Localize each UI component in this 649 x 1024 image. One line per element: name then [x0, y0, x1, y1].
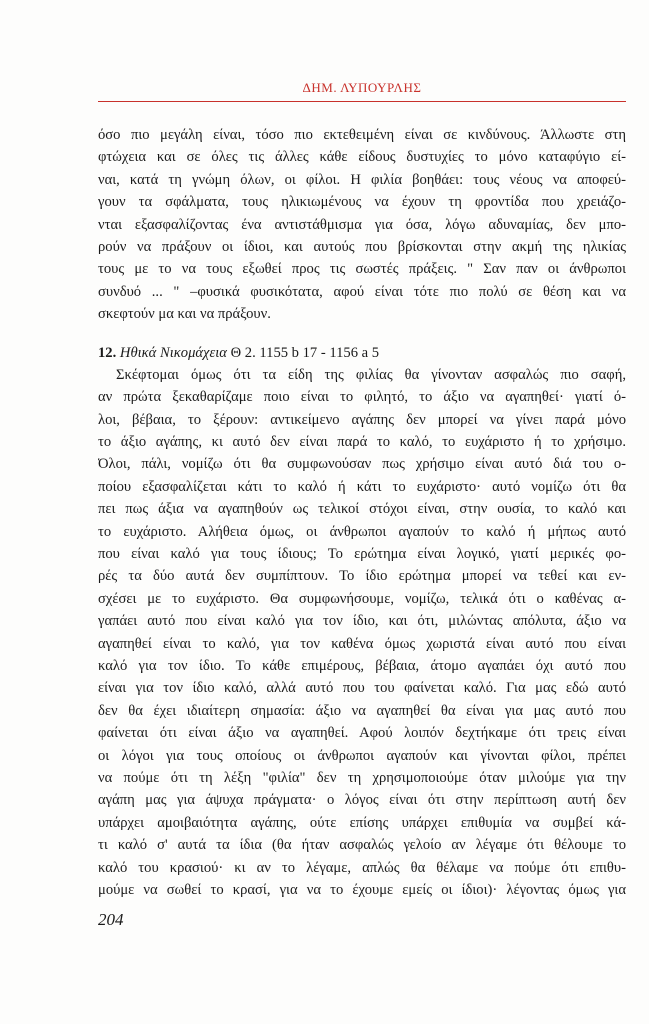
text-line: αγάπη μας για άψυχα πράγματα· ο λόγος είναι ότι στην περίπτωση αυτή δεν [98, 792, 626, 809]
text-line: όσο πιο μεγάλη είναι, τόσο πιο εκτεθειμένη είναι σε κινδύνους. Άλλωστε στη [98, 127, 626, 143]
paragraph-1 [98, 124, 626, 326]
text-line: το ευχάριστο. Αλήθεια όμως, οι άνθρωποι αγαπούν το καλό ή μήπως αυτό [98, 523, 626, 540]
text-line: ναι, κατά τη γνώμη όλων, οι φίλοι. Η φιλία βοηθάει: τους νέους να αποφεύ- [98, 171, 626, 188]
text-line: συνδυό ... " –φυσικά φυσικότατα, αφού είναι τότε πιο πολύ σε θέση και να [98, 283, 626, 300]
text-line: αν πρώτα ξεκαθαρίζαμε ποιο είναι το φιλητό, το άξιο να αγαπηθεί· γιατί ό- [98, 389, 626, 406]
text-line: ρές τα δύο αυτά δεν συμπίπτουν. Το ίδιο ερώτημα μπορεί να τεθεί και εν- [98, 568, 626, 585]
body-text [98, 124, 626, 901]
text-line: σκεφτούν μα και να πράξουν. [98, 306, 271, 323]
page-number: 204 [98, 910, 124, 929]
text-line: ποίου εξασφαλίζεται κάτι το καλό ή κάτι το ευχάριστο· αυτό νομίζω ότι θα [98, 478, 626, 495]
text-line: γουν τα σφάλματα, τους ηλικιωμένους να έχουν τη φροντίδα που χρειάζο- [98, 194, 626, 211]
section-heading [98, 342, 626, 364]
text-line: πει πως άξια να αγαπηθούν ως τελικοί στόχοι είναι, στην ουσία, το καλό και [98, 501, 626, 518]
text-line: σχέσει με το ευχάριστο. Θα συμφωνήσουμε, νομίζω, τελικά ότι ο καθένας α- [98, 590, 626, 607]
section-reference: Θ 2. 1155 b 17 - 1156 a 5 [230, 344, 380, 361]
text-line: μούμε να σωθεί το κρασί, για να το έχουμε εμείς οι ίδιοι)· λέγοντας όμως για [98, 881, 626, 898]
text-line: τι καλό σ' αυτά τα ίδια (θα ήταν ασφαλώς γελοίο αν λέγαμε ότι θέλουμε το [98, 837, 626, 854]
text-line: καλό του κρασιού· κι αν το λέγαμε, απλώς θα θέλαμε να πούμε ότι επιθυ- [98, 859, 626, 876]
running-head: ΔΗΜ. ΛΥΠΟΥΡΛΗΣ [302, 80, 422, 95]
text-line: είναι για τον ίδιο καλό, αλλά αυτό που του φαίνεται καλό. Για μας εδώ αυτό [98, 680, 626, 697]
text-line: νται εξασφαλίζοντας ένα αντιστάθμισμα για όσα, λόγω αδυναμίας, δεν μπο- [98, 216, 626, 233]
text-line: καλό για τον ίδιο. Το κάθε επιμέρους, βέβαια, άτομο αγαπάει όχι αυτό που [98, 657, 626, 674]
section-title: Ηθικά Νικομάχεια [119, 344, 227, 361]
text-line: Όλοι, πάλι, νομίζω ότι θα συμφωνούσαν πως χρήσιμο είναι αυτό διά του ο- [98, 456, 626, 473]
text-line: τους με το να τους εξωθεί προς τις σωστές πράξεις. " Σαν παν οι άνθρωποι [98, 261, 626, 278]
header-rule [98, 101, 626, 102]
text-line: Σκέφτομαι όμως ότι τα είδη της φιλίας θα γίνονταν ασφαλώς πιο σαφή, [116, 366, 626, 383]
text-line: δεν θα έχει ιδιαίτερη σημασία: άξιο να αγαπηθεί θα είναι για μας αυτό που [98, 702, 626, 719]
text-line: το άξιο αγάπης, κι αυτό δεν είναι παρά το καλό, το ευχάριστο ή το χρήσιμο. [98, 434, 626, 451]
text-line: φτώχεια και σε όλες τις άλλες κάθε είδους δυστυχίες το μόνο καταφύγιο εί- [98, 149, 626, 166]
text-line: γαπάει αυτό που είναι καλό για τον ίδιο, και ότι, μιλώντας απόλυτα, άξιο να [98, 613, 626, 630]
text-line: λοι, βέβαια, το ξέρουν: αντικείμενο αγάπης δεν μπορεί να γίνει παρά μόνο [98, 411, 626, 428]
text-line: που είναι καλό για τους ίδιους; Το ερώτημα είναι λογικό, γιατί μερικές φο- [98, 546, 626, 563]
text-line: φαίνεται ότι είναι άξιο να αγαπηθεί. Αφού λοιπόν δεχτήκαμε ότι τρεις είναι [98, 725, 626, 742]
text-line: να πούμε ότι τη λέξη "φιλία" δεν τη χρησιμοποιούμε όταν μιλούμε για την [98, 769, 626, 786]
text-line: αγαπηθεί είναι το καλό, για τον καθένα όμως χωριστά είναι αυτό που είναι [98, 635, 626, 652]
text-line: υπάρχει αμοιβαιότητα αγάπης, ούτε επίσης υπάρχει επιθυμία να συμβεί κά- [98, 814, 626, 831]
text-line: οι λόγοι για τους οποίους οι άνθρωποι αγαπούν και γίνονται φίλοι, πρέπει [98, 747, 626, 764]
section-number: 12. [98, 344, 117, 361]
text-line: ρούν να πράξουν οι ίδιοι, και αυτούς που βρίσκονται στην ακμή της ηλικίας [98, 238, 626, 255]
paragraph-2 [98, 364, 626, 901]
